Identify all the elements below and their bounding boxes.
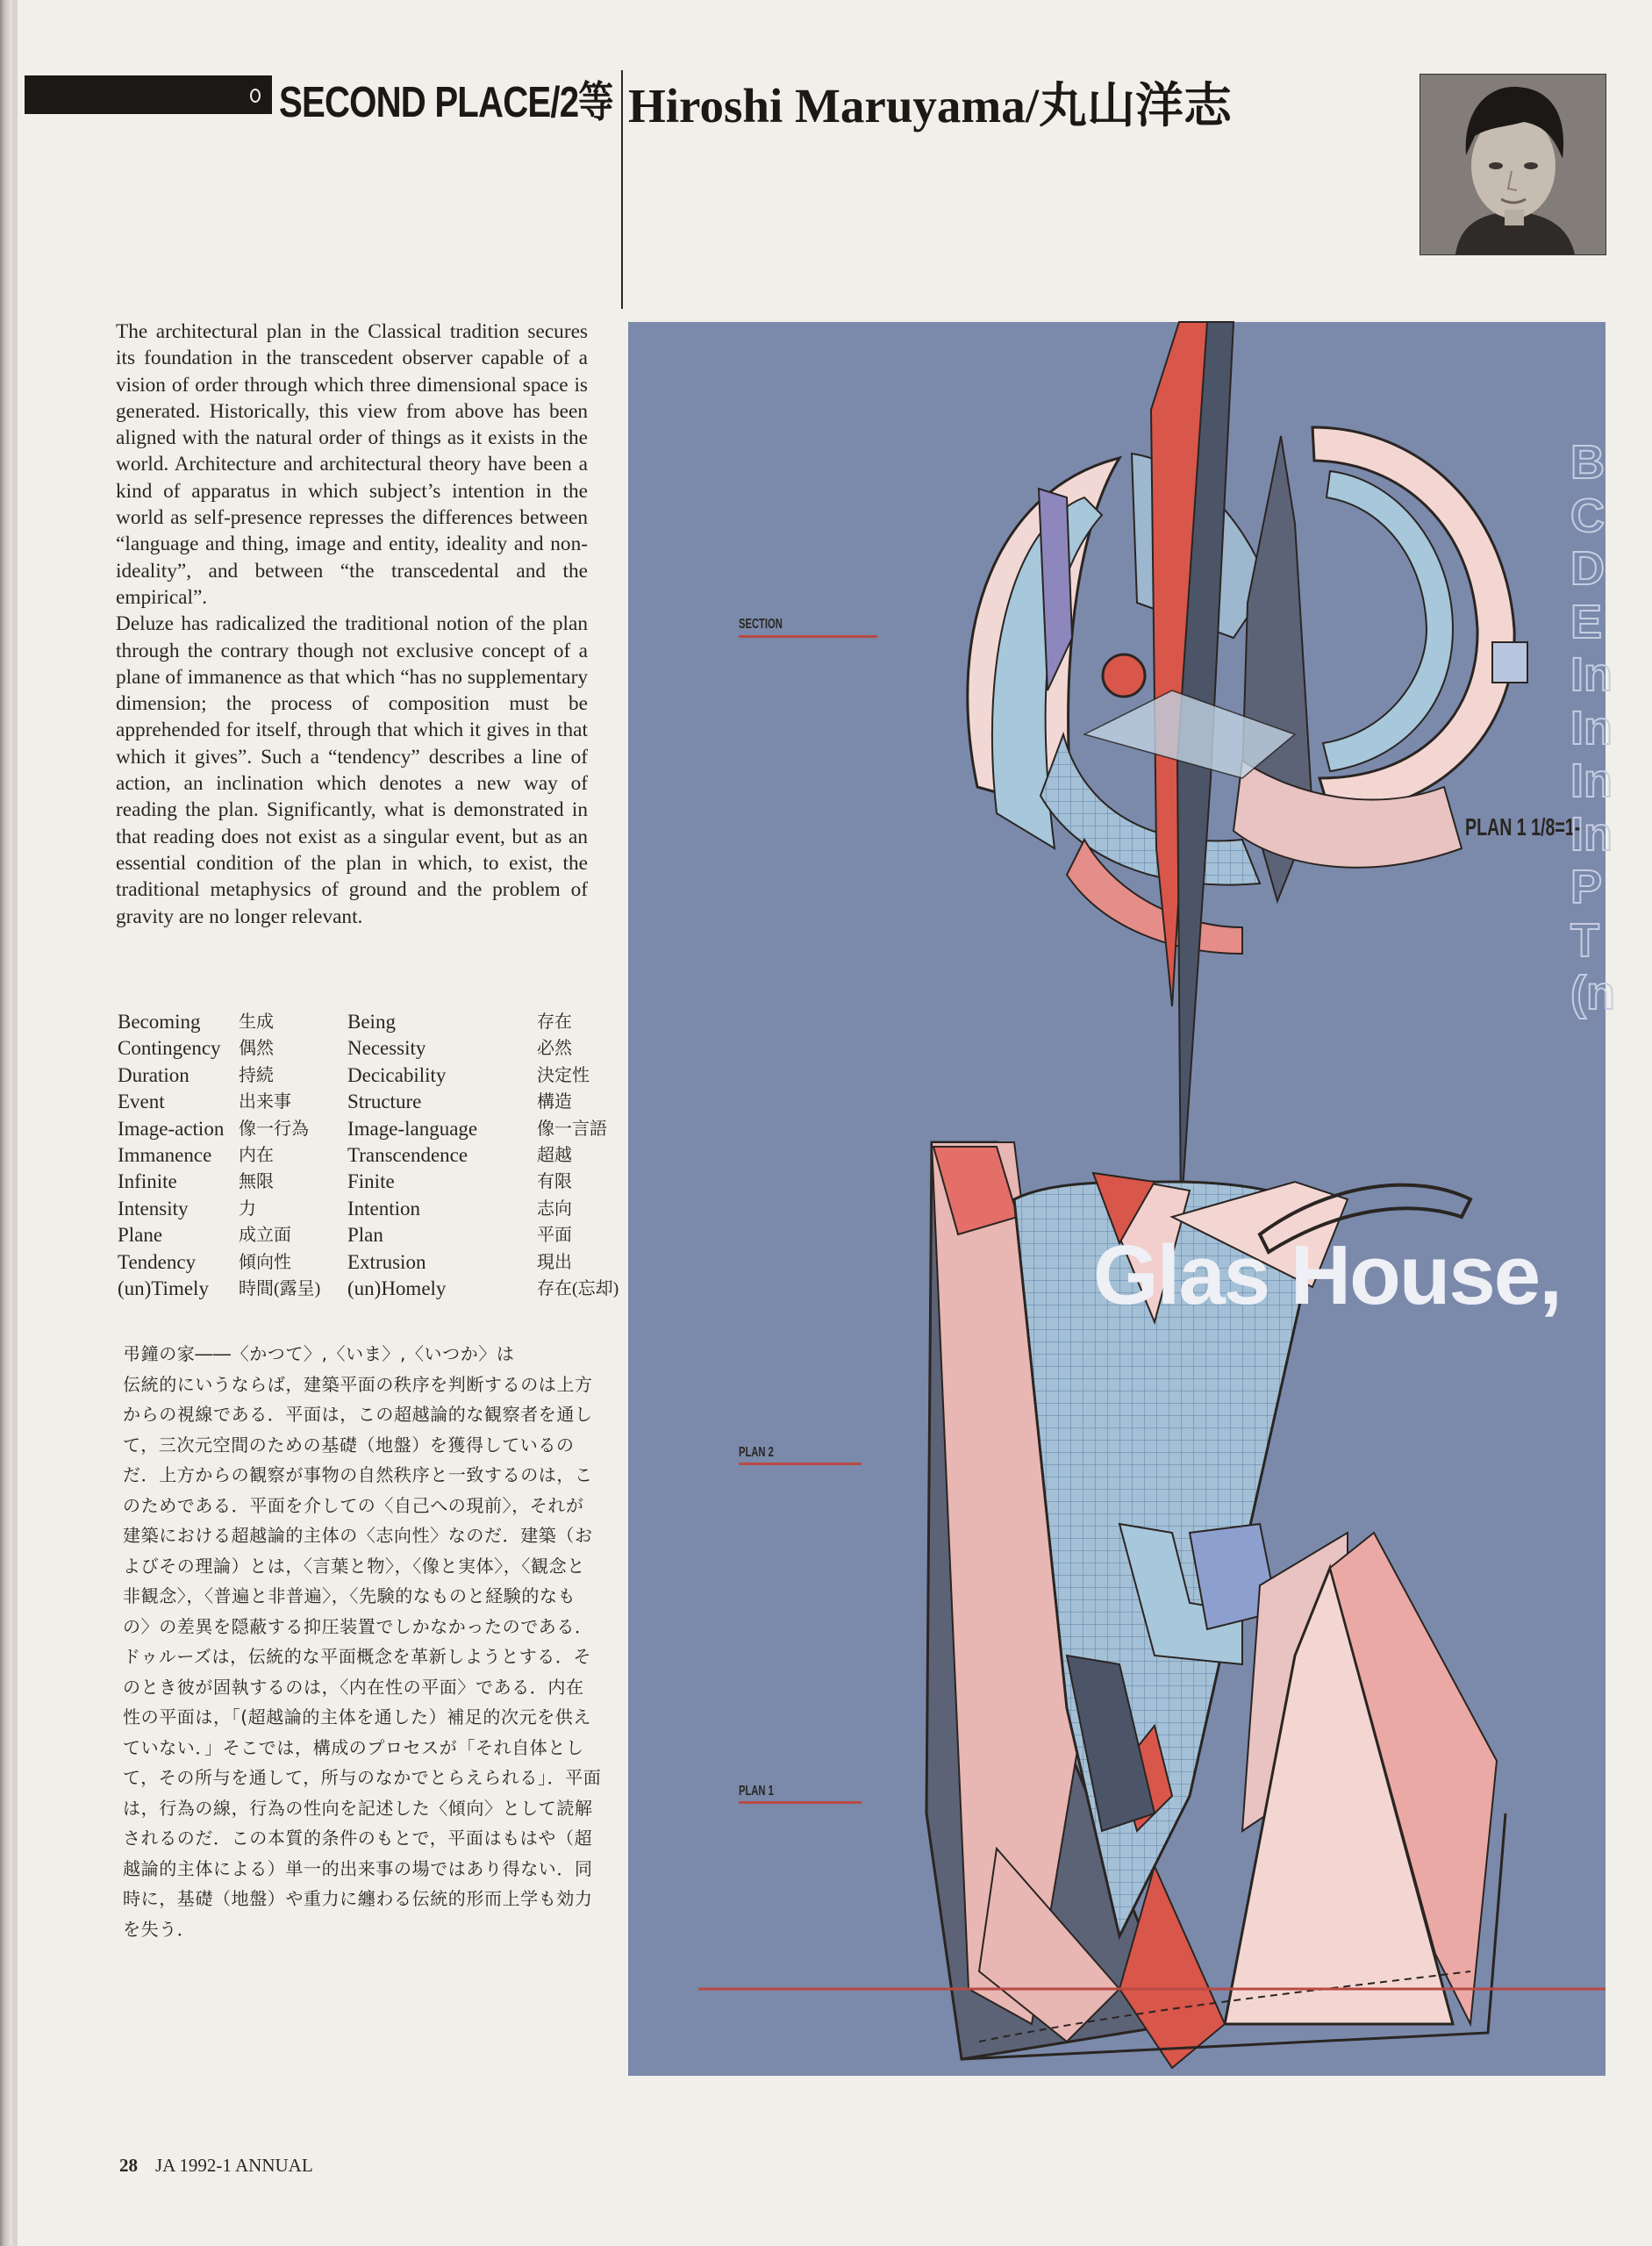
plan-1-label: PLAN 1 (739, 1784, 774, 1799)
section-label: SECTION (739, 617, 783, 632)
plan-2-label-underline (739, 1463, 862, 1465)
japanese-paragraph-2: ドゥルーズは，伝統的な平面概念を革新しようとする．そのとき彼が固執するのは，〈内在性の平面〉である．内在性の平面は，「(超越論的主体を通した）補足的次元を供えていない．」そこでは，構成のプロセスが「それ自体として，その所与を通して，所与のなかでとらえられる」．平面は，行為の線，行為の性向を記述した〈傾向〉として読解されるのだ．この本質的条件のもとで，平面はもはや（超越論的主体による）単一的出来事の場ではあり得ない．同時に，基礎（地盤）や重力に纏わる伝統的形而上学も効力を失う． (123, 1646, 602, 1940)
architectural-drawing (628, 322, 1615, 2076)
glossary-term-en: Decicability (347, 1063, 447, 1086)
glossary-term-en: Plan (347, 1224, 383, 1247)
glossary-term-en: Necessity (347, 1037, 426, 1060)
glossary-term-jp: 平面 (537, 1226, 572, 1246)
glossary-term-en: Plane (118, 1224, 163, 1247)
glossary-term-jp: 時間(露呈) (239, 1278, 321, 1298)
side-letter: In (1570, 701, 1613, 755)
english-essay (116, 318, 588, 930)
page-number: 28 (119, 2155, 138, 2176)
glossary-term-en: Infinite (118, 1170, 177, 1193)
plan-2-label: PLAN 2 (739, 1445, 774, 1460)
award-title: SECOND PLACE/2等 (279, 79, 613, 126)
glossary-term-jp: 構造 (537, 1092, 572, 1112)
glossary-term-jp: 存在 (537, 1012, 572, 1032)
glossary-term-en: Contingency (118, 1037, 221, 1060)
author-name: Hiroshi Maruyama/丸山洋志 (628, 79, 1233, 132)
glossary-term-jp: 決定性 (537, 1065, 590, 1085)
glossary-term-jp: 傾向性 (239, 1252, 291, 1272)
japanese-essay (123, 1339, 602, 1944)
glossary-term-en: Event (118, 1091, 165, 1113)
side-letter: D (1570, 542, 1605, 595)
side-letter: E (1570, 595, 1603, 648)
glossary-term-en: Transcendence (347, 1143, 468, 1166)
glossary-term-en: Tendency (118, 1250, 197, 1273)
plan-scale-label: PLAN 1 1/8=1- (1465, 813, 1581, 840)
drawing-title-overlay: Glas House, (1093, 1228, 1561, 1322)
page-edge (12, 0, 18, 2246)
side-letter: (n (1570, 967, 1615, 1019)
side-letter: B (1570, 436, 1605, 489)
side-letter: In (1570, 807, 1613, 861)
glossary-term-en: Extrusion (347, 1250, 426, 1273)
glossary-term-jp: 力 (239, 1198, 256, 1219)
section-label-underline (739, 635, 877, 638)
english-paragraph-1: The architectural plan in the Classical tradition secures its foundation in the transcedent observer capable of a vision of order through which three dimensional space is generated. Historically, this view from above has been aligned with the natural order of things as it exists in the world. Architecture and architectural theory have been a kind of apparatus in which subject’s intention in the world as self-presence represses the differences between “language and thing, image and entity, ideality and non-ideality”, and between “the transcedental and the empirical”. (116, 320, 588, 609)
glossary-term-en: Being (347, 1011, 396, 1033)
japanese-heading: 弔鐘の家――〈かつて〉,〈いま〉,〈いつか〉は (123, 1343, 515, 1364)
page-footer (119, 2155, 313, 2177)
glossary-term-jp: 内在 (239, 1145, 274, 1165)
glossary-term-jp: 出来事 (239, 1092, 291, 1112)
glossary-term-jp: 有限 (537, 1172, 572, 1192)
section-drawing (968, 322, 1527, 1217)
glossary-term-jp: 生成 (239, 1012, 274, 1032)
glossary-term-jp: 志向 (537, 1198, 572, 1219)
english-paragraph-2: Deluze has radicalized the traditional notion of the plan through the contrary though not exclusive concept of a plane of immanence as that which “has no supplementary dimension; the process of composition must be apprehended for itself, through that which it gives in that which it gives”. Such a “tendency” describes a line of action, an inclination which denotes a new way of reading the plan. Significantly, what is demonstrated in that reading does not exist as a singular event, but as an essential condition of the plan in which, to exist, the traditional metaphysics of ground and the problem of gravity are no longer relevant. (116, 612, 588, 928)
header-bullet-icon (250, 89, 261, 103)
outlined-side-letters (1570, 436, 1615, 1020)
glossary-term-jp: 像一行為 (239, 1119, 309, 1139)
glossary-term-en: (un)Homely (347, 1277, 447, 1299)
side-letter: C (1570, 489, 1605, 542)
glossary-term-jp: 持続 (239, 1065, 274, 1085)
side-letter: P (1570, 861, 1603, 913)
glossary-term-en: Immanence (118, 1143, 212, 1166)
glossary-term-jp: 存在(忘却) (537, 1278, 619, 1298)
side-letter: T (1570, 913, 1599, 967)
glossary-term-en: (un)Timely (118, 1277, 209, 1299)
glossary-term-jp: 無限 (239, 1172, 274, 1192)
side-letter: In (1570, 648, 1613, 701)
portrait-photo (1420, 75, 1606, 254)
glossary-term-en: Structure (347, 1091, 422, 1113)
glossary-term-jp: 超越 (537, 1145, 572, 1165)
glossary-term-jp: 像一言語 (537, 1119, 607, 1139)
glossary-term-en: Becoming (118, 1011, 201, 1033)
header-divider (621, 70, 623, 309)
glossary-term-en: Intensity (118, 1197, 189, 1220)
author-portrait (1420, 74, 1606, 255)
glossary-term-jp: 現出 (537, 1252, 572, 1272)
glossary-term-en: Intention (347, 1197, 421, 1220)
glossary-term-en: Duration (118, 1063, 190, 1086)
glossary-term-en: Image-language (347, 1117, 478, 1140)
glossary-term-jp: 成立面 (239, 1226, 291, 1246)
japanese-paragraph-1: 伝統的にいうならば，建築平面の秩序を判断するのは上方からの視線である．平面は，この超越論的な観察者を通して，三次元空間のための基礎（地盤）を獲得しているのだ．上方からの観察が事物の自然秩序と一致するのは，このためである．平面を介しての〈自己への現前〉，それが建築における超越論的主体の〈志向性〉なのだ．建築（およびその理論）とは，〈言葉と物〉，〈像と実体〉，〈観念と非観念〉，〈普遍と非普遍〉，〈先験的なものと経験的なもの〉の差異を隠蔽する抑圧装置でしかなかったのである． (123, 1373, 593, 1637)
glossary-term-jp: 偶然 (239, 1039, 274, 1059)
glossary-term-jp: 必然 (537, 1039, 572, 1059)
glossary-term-en: Finite (347, 1170, 395, 1193)
plan-1-label-underline (739, 1801, 862, 1804)
header-bar (25, 75, 272, 114)
side-letter: In (1570, 755, 1613, 807)
glossary-term-en: Image-action (118, 1117, 225, 1140)
drawing-illustration (628, 322, 1606, 2076)
book-spine (0, 0, 12, 2246)
publication-name: JA 1992-1 ANNUAL (155, 2155, 313, 2176)
